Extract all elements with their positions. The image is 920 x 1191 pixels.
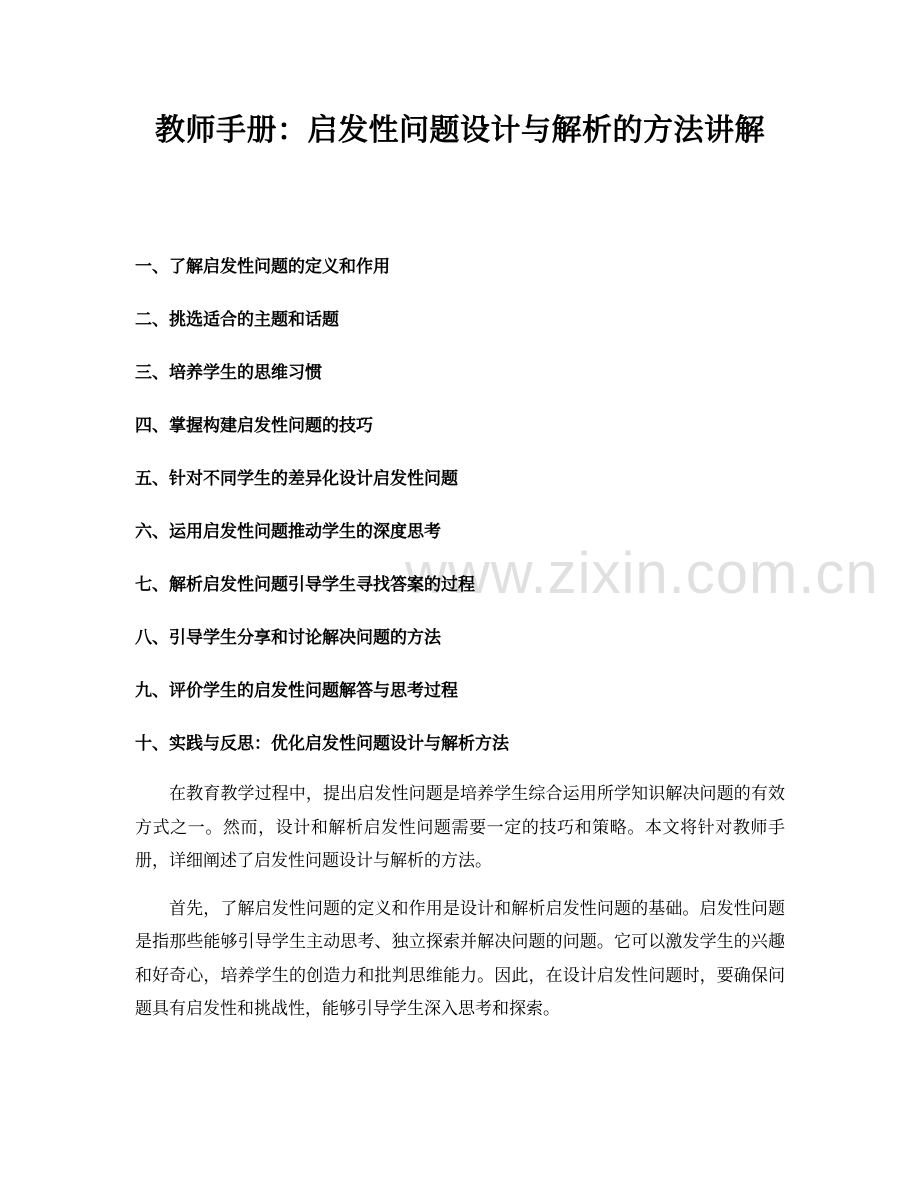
toc-item: 二、挑选适合的主题和话题 bbox=[135, 310, 339, 330]
toc-item: 三、培养学生的思维习惯 bbox=[135, 363, 322, 383]
toc-item: 七、解析启发性问题引导学生寻找答案的过程 bbox=[135, 575, 475, 595]
toc-item: 五、针对不同学生的差异化设计启发性问题 bbox=[135, 469, 458, 489]
toc-item: 九、评价学生的启发性问题解答与思考过程 bbox=[135, 681, 458, 701]
toc-item: 十、实践与反思：优化启发性问题设计与解析方法 bbox=[135, 734, 509, 754]
body-text bbox=[135, 778, 785, 1041]
toc-item: 八、引导学生分享和讨论解决问题的方法 bbox=[135, 628, 441, 648]
toc-item: 一、了解启发性问题的定义和作用 bbox=[135, 257, 390, 277]
paragraph: 在教育教学过程中，提出启发性问题是培养学生综合运用所学知识解决问题的有效方式之一。然而，设计和解析启发性问题需要一定的技巧和策略。本文将针对教师手册，详细阐述了启发性问题设计与解析的方法。 bbox=[135, 784, 785, 871]
toc-item: 四、掌握构建启发性问题的技巧 bbox=[135, 416, 373, 436]
table-of-contents bbox=[135, 250, 795, 780]
toc-item: 六、运用启发性问题推动学生的深度思考 bbox=[135, 522, 441, 542]
paragraph: 首先，了解启发性问题的定义和作用是设计和解析启发性问题的基础。启发性问题是指那些能够引导学生主动思考、独立探索并解决问题的问题。它可以激发学生的兴趣和好奇心，培养学生的创造力和批判思维能力。因此，在设计启发性问题时，要确保问题具有启发性和挑战性，能够引导学生深入思考和探索。 bbox=[135, 898, 785, 1019]
watermark: www.zixin.com.cn bbox=[405, 541, 879, 606]
document-title: 教师手册：启发性问题设计与解析的方法讲解 bbox=[155, 113, 765, 148]
